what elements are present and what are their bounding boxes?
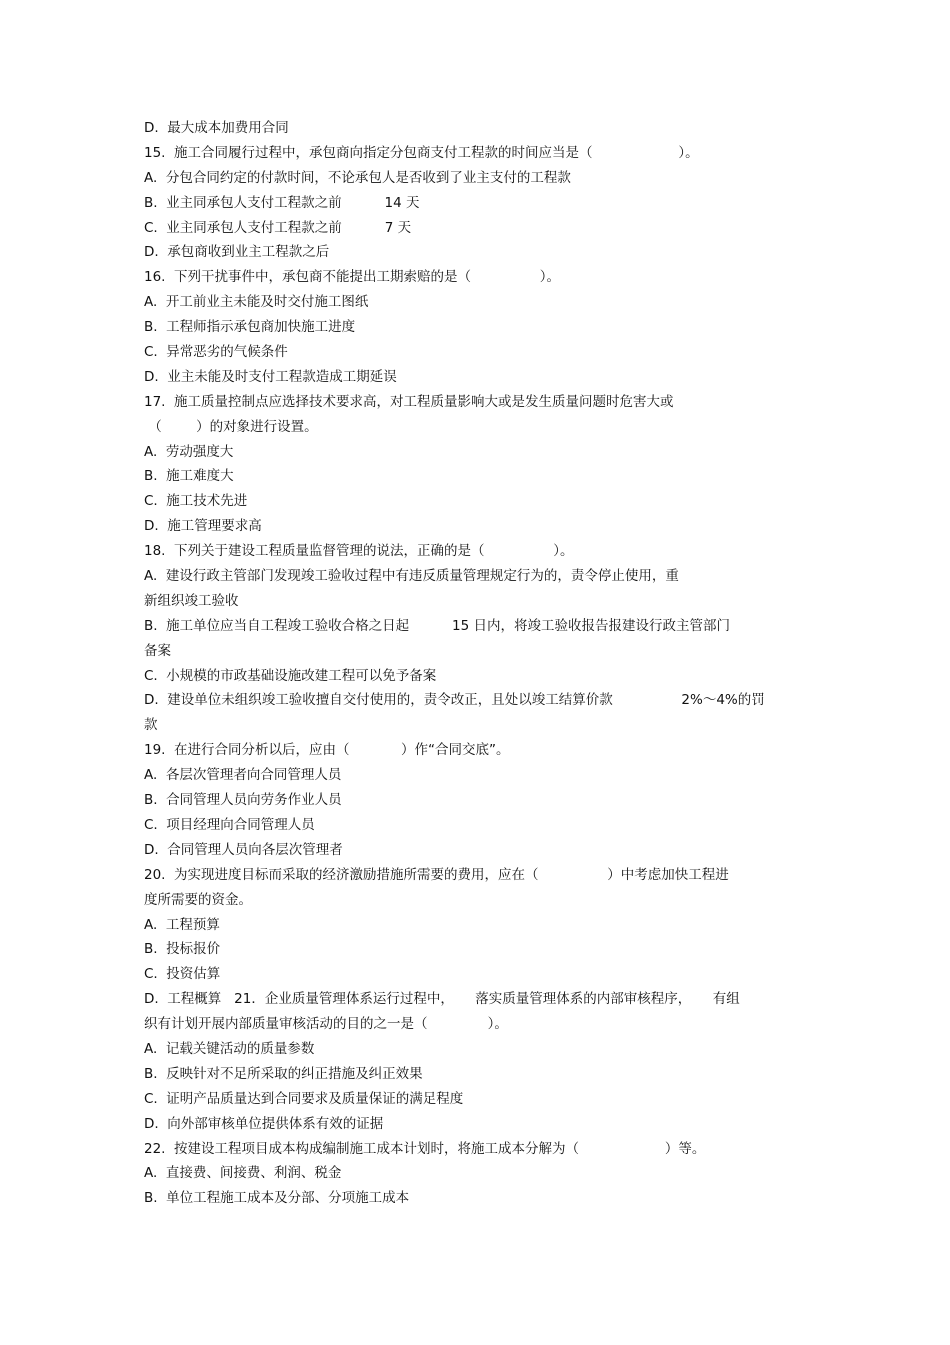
question-19-option-c: C. 项目经理向合同管理人员 [144,816,315,833]
question-18-option-c: C. 小规模的市政基础设施改建工程可以免予备案 [144,667,437,684]
question-19-option-d: D. 合同管理人员向各层次管理者 [144,841,343,858]
question-17-option-b: B. 施工难度大 [144,468,234,485]
question-20-option-a: A. 工程预算 [144,916,220,933]
question-21-option-a: A. 记载关键活动的质量参数 [144,1040,315,1057]
question-17-option-c: C. 施工技术先进 [144,493,248,510]
question-15-option-d: D. 承包商收到业主工程款之后 [144,244,330,261]
question-22-option-b: B. 单位工程施工成本及分部、分项施工成本 [144,1190,410,1207]
question-22-option-a: A. 直接费、间接费、利润、税金 [144,1165,342,1182]
question-16-option-a: A. 开工前业主未能及时交付施工图纸 [144,294,369,311]
question-19-stem: 19. 在进行合同分析以后，应由（ ）作“合同交底”。 [144,742,510,759]
question-18-option-b: B. 施工单位应当自工程竣工验收合格之日起 15 日内，将竣工验收报告报建设行政主管部门 [144,617,731,634]
question-20-option-c: C. 投资估算 [144,966,221,983]
question-18-stem: 18. 下列关于建设工程质量监督管理的说法，正确的是（ ）。 [144,543,574,560]
question-18-option-a-cont: 新组织竣工验收 [144,592,239,609]
question-22-stem: 22. 按建设工程项目成本构成编制施工成本计划时，将施工成本分解为（ ）等。 [144,1140,706,1157]
question-20-stem: 20. 为实现进度目标而采取的经济激励措施所需要的费用，应在（ ）中考虑加快工程进 [144,866,729,883]
question-17-stem-cont: （ ）的对象进行设置。 [144,418,318,435]
question-15-option-b: B. 业主同承包人支付工程款之前 14 天 [144,194,420,211]
question-21-option-c: C. 证明产品质量达到合同要求及质量保证的满足程度 [144,1090,464,1107]
question-16-option-c: C. 异常恶劣的气候条件 [144,344,288,361]
text-line: D. 最大成本加费用合同 [144,120,289,136]
question-21-option-d: D. 向外部审核单位提供体系有效的证据 [144,1115,384,1132]
question-18-option-d-cont: 款 [144,717,158,734]
question-20-stem-cont: 度所需要的资金。 [144,891,252,908]
question-19-option-b: B. 合同管理人员向劳务作业人员 [144,792,342,809]
question-16-stem: 16. 下列干扰事件中，承包商不能提出工期索赔的是（ ）。 [144,269,560,286]
question-15-option-a: A. 分包合同约定的付款时间，不论承包人是否收到了业主支付的工程款 [144,169,571,186]
question-17-option-a: A. 劳动强度大 [144,443,234,460]
question-16-option-d: D. 业主未能及时支付工程款造成工期延误 [144,368,397,385]
question-19-option-a: A. 各层次管理者向合同管理人员 [144,767,342,784]
question-16-option-b: B. 工程师指示承包商加快施工进度 [144,319,356,336]
question-15-stem: 15. 施工合同履行过程中，承包商向指定分包商支付工程款的时间应当是（ ）。 [144,144,699,161]
question-20-option-d-question-21-stem: D. 工程概算 21．企业质量管理体系运行过程中， 落实质量管理体系的内部审核程序， 有组 [144,991,740,1008]
question-18-option-a: A. 建设行政主管部门发现竣工验收过程中有违反质量管理规定行为的，责令停止使用，重 [144,568,679,585]
question-17-stem: 17. 施工质量控制点应选择技术要求高，对工程质量影响大或是发生质量问题时危害大或 [144,393,674,410]
question-20-option-b: B. 投标报价 [144,941,221,958]
question-17-option-d: D. 施工管理要求高 [144,518,262,535]
question-18-option-b-cont: 备案 [144,642,171,659]
question-18-option-d: D. 建设单位未组织竣工验收擅自交付使用的，责令改正，且处以竣工结算价款 2%～4%的罚 [144,692,765,709]
question-21-stem-cont: 织有计划开展内部质量审核活动的目的之一是（ ）。 [144,1016,508,1033]
exam-questions-text [144,116,814,1211]
question-21-option-b: B. 反映针对不足所采取的纠正措施及纠正效果 [144,1065,423,1082]
question-15-option-c: C. 业主同承包人支付工程款之前 7 天 [144,219,412,236]
